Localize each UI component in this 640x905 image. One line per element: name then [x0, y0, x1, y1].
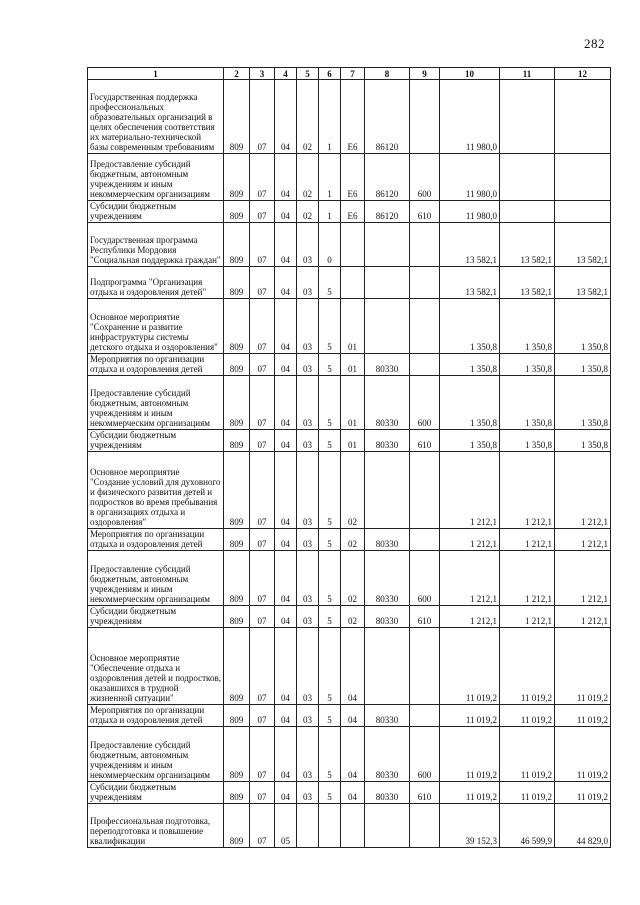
item-name-cell: Профессиональная подготовка, переподготовка и повышение квалификации [88, 804, 224, 848]
table-row [88, 804, 611, 848]
section-code-cell: 07 [250, 606, 275, 628]
admin-code-cell: 809 [224, 782, 250, 804]
item-name-cell: Субсидии бюджетным учреждениям [88, 606, 224, 628]
page-number: 282 [584, 36, 605, 51]
table-row [88, 267, 611, 299]
amount-year-3-cell: 11 019,2 [555, 727, 611, 782]
event-code-cell: 04 [341, 628, 365, 705]
admin-code-cell: 809 [224, 376, 250, 430]
amount-year-3-cell: 1 350,8 [555, 354, 611, 376]
subprogram-code-cell: 0 [319, 223, 341, 267]
header-col-6: 6 [319, 68, 341, 80]
subprogram-code-cell: 5 [319, 299, 341, 354]
amount-year-1-cell: 1 212,1 [440, 551, 500, 606]
subsection-code-cell: 04 [275, 529, 297, 551]
expense-type-code-cell: 610 [410, 430, 440, 452]
amount-year-2-cell [500, 154, 555, 201]
event-code-cell [341, 267, 365, 299]
subprogram-code-cell: 5 [319, 376, 341, 430]
program-code-cell [297, 804, 319, 848]
section-code-cell: 07 [250, 705, 275, 727]
amount-year-3-cell: 11 019,2 [555, 628, 611, 705]
expense-type-code-cell [410, 299, 440, 354]
amount-year-2-cell [500, 201, 555, 223]
amount-year-3-cell [555, 154, 611, 201]
header-col-3: 3 [250, 68, 275, 80]
section-code-cell: 07 [250, 354, 275, 376]
program-code-cell: 03 [297, 705, 319, 727]
admin-code-cell: 809 [224, 154, 250, 201]
direction-code-cell: 80330 [365, 354, 410, 376]
amount-year-2-cell: 11 019,2 [500, 782, 555, 804]
section-code-cell: 07 [250, 452, 275, 529]
subprogram-code-cell: 5 [319, 551, 341, 606]
program-code-cell: 02 [297, 154, 319, 201]
amount-year-2-cell: 1 212,1 [500, 529, 555, 551]
amount-year-3-cell: 1 212,1 [555, 551, 611, 606]
admin-code-cell: 809 [224, 223, 250, 267]
table-row [88, 628, 611, 705]
subsection-code-cell: 04 [275, 452, 297, 529]
admin-code-cell: 809 [224, 201, 250, 223]
event-code-cell: 02 [341, 551, 365, 606]
program-code-cell: 03 [297, 376, 319, 430]
event-code-cell: 01 [341, 299, 365, 354]
subprogram-code-cell: 5 [319, 727, 341, 782]
header-col-12: 12 [555, 68, 611, 80]
header-col-2: 2 [224, 68, 250, 80]
expense-type-code-cell [410, 80, 440, 154]
amount-year-3-cell: 1 350,8 [555, 376, 611, 430]
subsection-code-cell: 04 [275, 782, 297, 804]
program-code-cell: 03 [297, 452, 319, 529]
program-code-cell: 03 [297, 628, 319, 705]
admin-code-cell: 809 [224, 299, 250, 354]
subprogram-code-cell: 5 [319, 628, 341, 705]
subsection-code-cell: 04 [275, 299, 297, 354]
direction-code-cell [365, 628, 410, 705]
amount-year-2-cell: 1 212,1 [500, 452, 555, 529]
section-code-cell: 07 [250, 551, 275, 606]
item-name-cell: Государственная программа Республики Мордовия "Социальная поддержка граждан" [88, 223, 224, 267]
event-code-cell: 01 [341, 376, 365, 430]
event-code-cell: Е6 [341, 154, 365, 201]
table-header [88, 68, 611, 80]
table-body [88, 80, 611, 848]
direction-code-cell [365, 452, 410, 529]
expense-type-code-cell: 600 [410, 551, 440, 606]
item-name-cell: Субсидии бюджетным учреждениям [88, 430, 224, 452]
header-col-11: 11 [500, 68, 555, 80]
event-code-cell: 02 [341, 529, 365, 551]
amount-year-1-cell: 1 212,1 [440, 606, 500, 628]
table-row [88, 299, 611, 354]
amount-year-1-cell: 11 019,2 [440, 628, 500, 705]
subprogram-code-cell: 5 [319, 705, 341, 727]
section-code-cell: 07 [250, 628, 275, 705]
amount-year-2-cell: 11 019,2 [500, 705, 555, 727]
expense-type-code-cell: 610 [410, 782, 440, 804]
event-code-cell: 01 [341, 354, 365, 376]
amount-year-3-cell: 11 019,2 [555, 782, 611, 804]
item-name-cell: Государственная поддержка профессиональных образовательных организаций в целях обеспечения соответствия их материально-технической базы современным требованиям [88, 80, 224, 154]
amount-year-3-cell: 11 019,2 [555, 705, 611, 727]
header-col-7: 7 [341, 68, 365, 80]
amount-year-2-cell: 13 582,1 [500, 223, 555, 267]
table-row [88, 154, 611, 201]
subprogram-code-cell: 1 [319, 80, 341, 154]
header-col-4: 4 [275, 68, 297, 80]
amount-year-1-cell: 11 019,2 [440, 782, 500, 804]
admin-code-cell: 809 [224, 430, 250, 452]
table-row [88, 705, 611, 727]
budget-table [87, 67, 611, 848]
subprogram-code-cell: 1 [319, 201, 341, 223]
subprogram-code-cell: 5 [319, 267, 341, 299]
amount-year-2-cell: 1 350,8 [500, 430, 555, 452]
program-code-cell: 03 [297, 354, 319, 376]
item-name-cell: Подпрограмма "Организация отдыха и оздоровления детей" [88, 267, 224, 299]
direction-code-cell: 80330 [365, 430, 410, 452]
admin-code-cell: 809 [224, 804, 250, 848]
amount-year-2-cell: 46 599,9 [500, 804, 555, 848]
item-name-cell: Основное мероприятие "Создание условий для духовного и физического развития детей и подростков во время пребывания в организациях отдыха и оздоровления" [88, 452, 224, 529]
program-code-cell: 02 [297, 80, 319, 154]
table-row [88, 354, 611, 376]
table-row [88, 80, 611, 154]
amount-year-1-cell: 11 019,2 [440, 727, 500, 782]
subprogram-code-cell: 5 [319, 606, 341, 628]
program-code-cell: 03 [297, 430, 319, 452]
amount-year-3-cell [555, 201, 611, 223]
subprogram-code-cell [319, 804, 341, 848]
subsection-code-cell: 04 [275, 223, 297, 267]
program-code-cell: 03 [297, 606, 319, 628]
table-row [88, 529, 611, 551]
table-row [88, 606, 611, 628]
event-code-cell: 02 [341, 606, 365, 628]
direction-code-cell [365, 299, 410, 354]
admin-code-cell: 809 [224, 551, 250, 606]
section-code-cell: 07 [250, 376, 275, 430]
section-code-cell: 07 [250, 154, 275, 201]
program-code-cell: 03 [297, 727, 319, 782]
amount-year-2-cell: 1 350,8 [500, 376, 555, 430]
expense-type-code-cell [410, 804, 440, 848]
amount-year-2-cell: 1 350,8 [500, 299, 555, 354]
amount-year-3-cell: 13 582,1 [555, 223, 611, 267]
admin-code-cell: 809 [224, 267, 250, 299]
amount-year-3-cell [555, 80, 611, 154]
section-code-cell: 07 [250, 80, 275, 154]
section-code-cell: 07 [250, 430, 275, 452]
expense-type-code-cell: 610 [410, 201, 440, 223]
item-name-cell: Мероприятия по организации отдыха и оздоровления детей [88, 529, 224, 551]
amount-year-1-cell: 1 350,8 [440, 299, 500, 354]
direction-code-cell: 80330 [365, 551, 410, 606]
amount-year-1-cell: 1 212,1 [440, 529, 500, 551]
table-row [88, 376, 611, 430]
amount-year-1-cell: 13 582,1 [440, 267, 500, 299]
subsection-code-cell: 04 [275, 727, 297, 782]
subsection-code-cell: 04 [275, 705, 297, 727]
event-code-cell: Е6 [341, 80, 365, 154]
amount-year-1-cell: 1 350,8 [440, 430, 500, 452]
expense-type-code-cell [410, 452, 440, 529]
direction-code-cell: 80330 [365, 705, 410, 727]
admin-code-cell: 809 [224, 705, 250, 727]
section-code-cell: 07 [250, 223, 275, 267]
expense-type-code-cell [410, 705, 440, 727]
subsection-code-cell: 05 [275, 804, 297, 848]
section-code-cell: 07 [250, 782, 275, 804]
item-name-cell: Субсидии бюджетным учреждениям [88, 201, 224, 223]
amount-year-3-cell: 1 212,1 [555, 606, 611, 628]
header-col-1: 1 [88, 68, 224, 80]
amount-year-1-cell: 11 980,0 [440, 154, 500, 201]
subprogram-code-cell: 5 [319, 354, 341, 376]
subsection-code-cell: 04 [275, 628, 297, 705]
event-code-cell [341, 223, 365, 267]
subprogram-code-cell: 1 [319, 154, 341, 201]
amount-year-1-cell: 11 980,0 [440, 201, 500, 223]
program-code-cell: 03 [297, 267, 319, 299]
amount-year-3-cell: 44 829,0 [555, 804, 611, 848]
direction-code-cell: 80330 [365, 727, 410, 782]
direction-code-cell: 86120 [365, 80, 410, 154]
section-code-cell: 07 [250, 267, 275, 299]
event-code-cell: 04 [341, 782, 365, 804]
item-name-cell: Мероприятия по организации отдыха и оздоровления детей [88, 354, 224, 376]
event-code-cell: 01 [341, 430, 365, 452]
expense-type-code-cell: 610 [410, 606, 440, 628]
program-code-cell: 02 [297, 201, 319, 223]
amount-year-2-cell: 11 019,2 [500, 628, 555, 705]
amount-year-1-cell: 1 350,8 [440, 376, 500, 430]
direction-code-cell: 80330 [365, 782, 410, 804]
section-code-cell: 07 [250, 727, 275, 782]
item-name-cell: Предоставление субсидий бюджетным, автономным учреждениям и иным некоммерческим организациям [88, 376, 224, 430]
subprogram-code-cell: 5 [319, 430, 341, 452]
program-code-cell: 03 [297, 299, 319, 354]
item-name-cell: Основное мероприятие "Сохранение и развитие инфраструктуры системы детского отдыха и оздоровления" [88, 299, 224, 354]
subsection-code-cell: 04 [275, 267, 297, 299]
amount-year-1-cell: 1 212,1 [440, 452, 500, 529]
program-code-cell: 03 [297, 551, 319, 606]
table-row [88, 430, 611, 452]
subprogram-code-cell: 5 [319, 782, 341, 804]
table-row [88, 782, 611, 804]
subsection-code-cell: 04 [275, 80, 297, 154]
item-name-cell: Основное мероприятие "Обеспечение отдыха и оздоровления детей и подростков, оказавшихся в трудной жизненной ситуации" [88, 628, 224, 705]
amount-year-3-cell: 13 582,1 [555, 267, 611, 299]
table-row [88, 201, 611, 223]
event-code-cell: 02 [341, 452, 365, 529]
admin-code-cell: 809 [224, 628, 250, 705]
amount-year-1-cell: 39 152,3 [440, 804, 500, 848]
direction-code-cell: 86120 [365, 201, 410, 223]
direction-code-cell: 80330 [365, 376, 410, 430]
header-col-10: 10 [440, 68, 500, 80]
subprogram-code-cell: 5 [319, 452, 341, 529]
admin-code-cell: 809 [224, 80, 250, 154]
event-code-cell [341, 804, 365, 848]
section-code-cell: 07 [250, 299, 275, 354]
event-code-cell: 04 [341, 705, 365, 727]
subsection-code-cell: 04 [275, 376, 297, 430]
subsection-code-cell: 04 [275, 551, 297, 606]
subsection-code-cell: 04 [275, 201, 297, 223]
amount-year-2-cell: 11 019,2 [500, 727, 555, 782]
amount-year-1-cell: 1 350,8 [440, 354, 500, 376]
expense-type-code-cell [410, 628, 440, 705]
event-code-cell: 04 [341, 727, 365, 782]
amount-year-3-cell: 1 212,1 [555, 529, 611, 551]
header-col-8: 8 [365, 68, 410, 80]
subsection-code-cell: 04 [275, 154, 297, 201]
admin-code-cell: 809 [224, 727, 250, 782]
amount-year-1-cell: 11 019,2 [440, 705, 500, 727]
amount-year-2-cell: 1 350,8 [500, 354, 555, 376]
amount-year-1-cell: 11 980,0 [440, 80, 500, 154]
direction-code-cell: 86120 [365, 154, 410, 201]
program-code-cell: 03 [297, 223, 319, 267]
amount-year-1-cell: 13 582,1 [440, 223, 500, 267]
event-code-cell: Е6 [341, 201, 365, 223]
admin-code-cell: 809 [224, 529, 250, 551]
program-code-cell: 03 [297, 529, 319, 551]
amount-year-2-cell: 1 212,1 [500, 606, 555, 628]
item-name-cell: Предоставление субсидий бюджетным, автономным учреждениям и иным некоммерческим организациям [88, 727, 224, 782]
item-name-cell: Мероприятия по организации отдыха и оздоровления детей [88, 705, 224, 727]
admin-code-cell: 809 [224, 354, 250, 376]
item-name-cell: Предоставление субсидий бюджетным, автономным учреждениям и иным некоммерческим организациям [88, 551, 224, 606]
expense-type-code-cell [410, 354, 440, 376]
item-name-cell: Предоставление субсидий бюджетным, автономным учреждениям и иным некоммерческим организациям [88, 154, 224, 201]
direction-code-cell: 80330 [365, 606, 410, 628]
table-row [88, 223, 611, 267]
amount-year-3-cell: 1 350,8 [555, 430, 611, 452]
header-col-5: 5 [297, 68, 319, 80]
amount-year-3-cell: 1 212,1 [555, 452, 611, 529]
direction-code-cell [365, 804, 410, 848]
subsection-code-cell: 04 [275, 354, 297, 376]
section-code-cell: 07 [250, 529, 275, 551]
subsection-code-cell: 04 [275, 430, 297, 452]
section-code-cell: 07 [250, 804, 275, 848]
subprogram-code-cell: 5 [319, 529, 341, 551]
direction-code-cell [365, 223, 410, 267]
direction-code-cell [365, 267, 410, 299]
expense-type-code-cell [410, 529, 440, 551]
item-name-cell: Субсидии бюджетным учреждениям [88, 782, 224, 804]
section-code-cell: 07 [250, 201, 275, 223]
table-row [88, 452, 611, 529]
expense-type-code-cell [410, 267, 440, 299]
admin-code-cell: 809 [224, 606, 250, 628]
program-code-cell: 03 [297, 782, 319, 804]
expense-type-code-cell [410, 223, 440, 267]
header-col-9: 9 [410, 68, 440, 80]
amount-year-2-cell [500, 80, 555, 154]
direction-code-cell: 80330 [365, 529, 410, 551]
header-row [88, 68, 611, 80]
expense-type-code-cell: 600 [410, 154, 440, 201]
amount-year-3-cell: 1 350,8 [555, 299, 611, 354]
subsection-code-cell: 04 [275, 606, 297, 628]
admin-code-cell: 809 [224, 452, 250, 529]
amount-year-2-cell: 13 582,1 [500, 267, 555, 299]
table-row [88, 727, 611, 782]
expense-type-code-cell: 600 [410, 727, 440, 782]
expense-type-code-cell: 600 [410, 376, 440, 430]
table-row [88, 551, 611, 606]
amount-year-2-cell: 1 212,1 [500, 551, 555, 606]
